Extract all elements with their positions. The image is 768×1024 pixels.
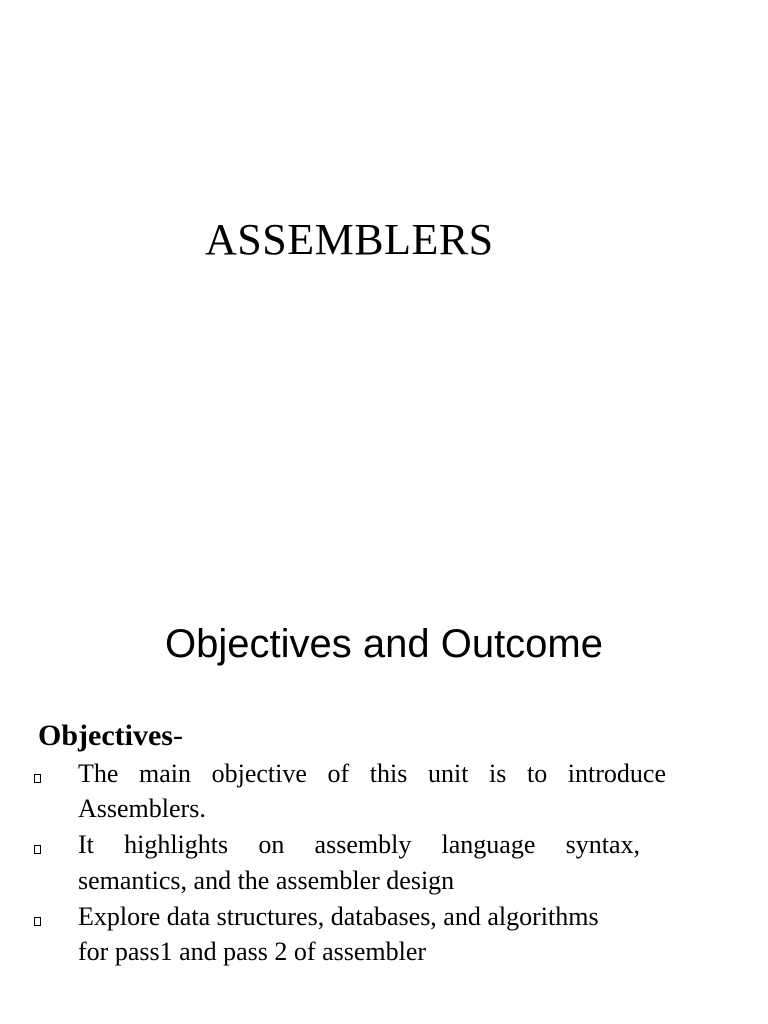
- page-title: ASSEMBLERS: [205, 215, 494, 264]
- section-heading: Objectives and Outcome: [165, 622, 603, 666]
- objectives-label-suffix: -: [172, 719, 183, 752]
- objectives-label-text: Objectives: [38, 719, 173, 752]
- list-item-line: semantics, and the assembler design: [78, 866, 455, 895]
- bullet-icon: [34, 774, 41, 783]
- list-item-line: Assemblers.: [78, 794, 206, 823]
- list-item-line: for pass1 and pass 2 of assembler: [78, 937, 427, 966]
- bullet-icon: [34, 845, 41, 854]
- list-item-line: The main objective of this unit is to introduce: [78, 759, 666, 788]
- list-item-line: It highlights on assembly language syntax,: [78, 830, 640, 859]
- list-item-line: Explore data structures, databases, and algorithms: [78, 902, 599, 931]
- bullet-icon: [34, 917, 41, 926]
